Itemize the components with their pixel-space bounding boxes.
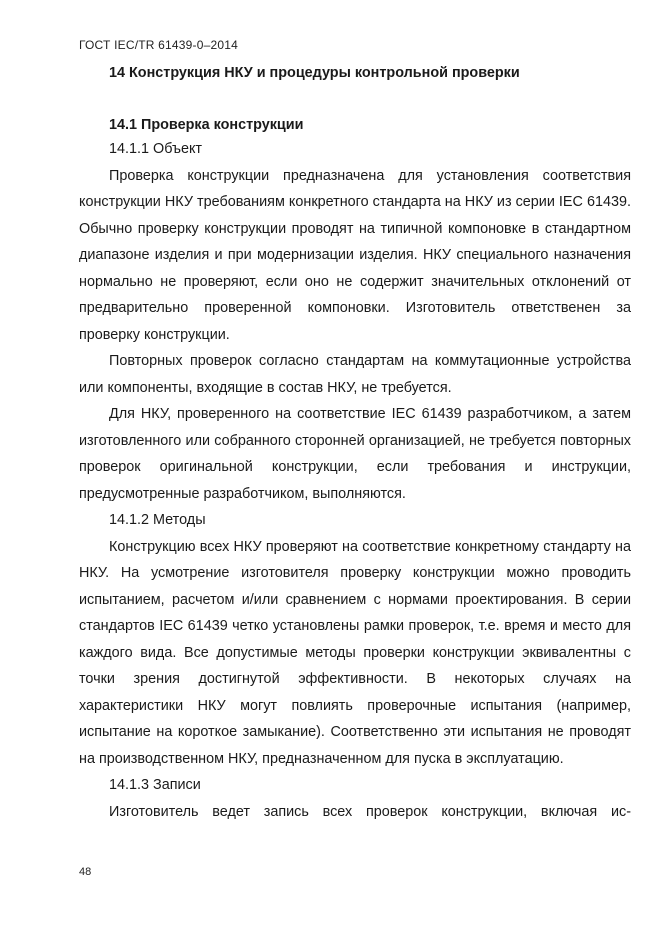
subsection-heading: 14.1 Проверка конструкции: [109, 117, 304, 133]
page-content: [79, 62, 631, 825]
page-number: 48: [79, 866, 92, 878]
paragraph: Изготовитель ведет запись всех проверок конструкции, включая ис-: [109, 803, 631, 820]
item-heading-methods: 14.1.2 Методы: [109, 512, 206, 528]
paragraph: Проверка конструкции предназначена для установления соответствия конструкции НКУ требованиям конкретного стандарта на НКУ из серии IEC 61439. Обычно проверку конструкции проводят на типичной компоновке в стандартном диапазоне изделия и при модернизации изделия. НКУ специального назначения нормально не проверяют, если оно не содержит значительных отклонений от предварительно проверенной компоновки. Изготовитель ответственен за проверку конструкции.: [79, 167, 631, 343]
paragraph: Конструкцию всех НКУ проверяют на соответствие конкретному стандарту на НКУ. На усмотрение изготовителя проверку конструкции можно проводить испытанием, расчетом и/или сравнением с нормами проектирования. В серии стандартов IEC 61439 четко установлены рамки проверок, т.е. время и место для каждого вида. Все допустимые методы проверки конструкции эквивалентны с точки зрения достигнутой эффективности. В некоторых случаях на характеристики НКУ могут повлиять проверочные испытания (например, испытание на короткое замыкание). Соответственно эти испытания не проводят на производственном НКУ, предназначенном для пуска в эксплуатацию.: [79, 538, 631, 767]
item-heading-object: 14.1.1 Объект: [109, 141, 203, 157]
paragraph: Для НКУ, проверенного на соответствие IEC 61439 разработчиком, а затем изготовленного или собранного сторонней организацией, не требуется повторных проверок оригинальной конструкции, если требования и инструкции, предусмотренные разработчиком, выполняются.: [79, 406, 631, 502]
item-heading-records: 14.1.3 Записи: [109, 777, 201, 793]
section-heading: 14 Конструкция НКУ и процедуры контрольной проверки: [109, 65, 520, 81]
running-header: ГОСТ IEC/TR 61439-0–2014: [79, 38, 238, 52]
heading-spacer: [79, 84, 631, 114]
paragraph: Повторных проверок согласно стандартам на коммутационные устройства или компоненты, входящие в состав НКУ, не требуется.: [79, 353, 631, 396]
